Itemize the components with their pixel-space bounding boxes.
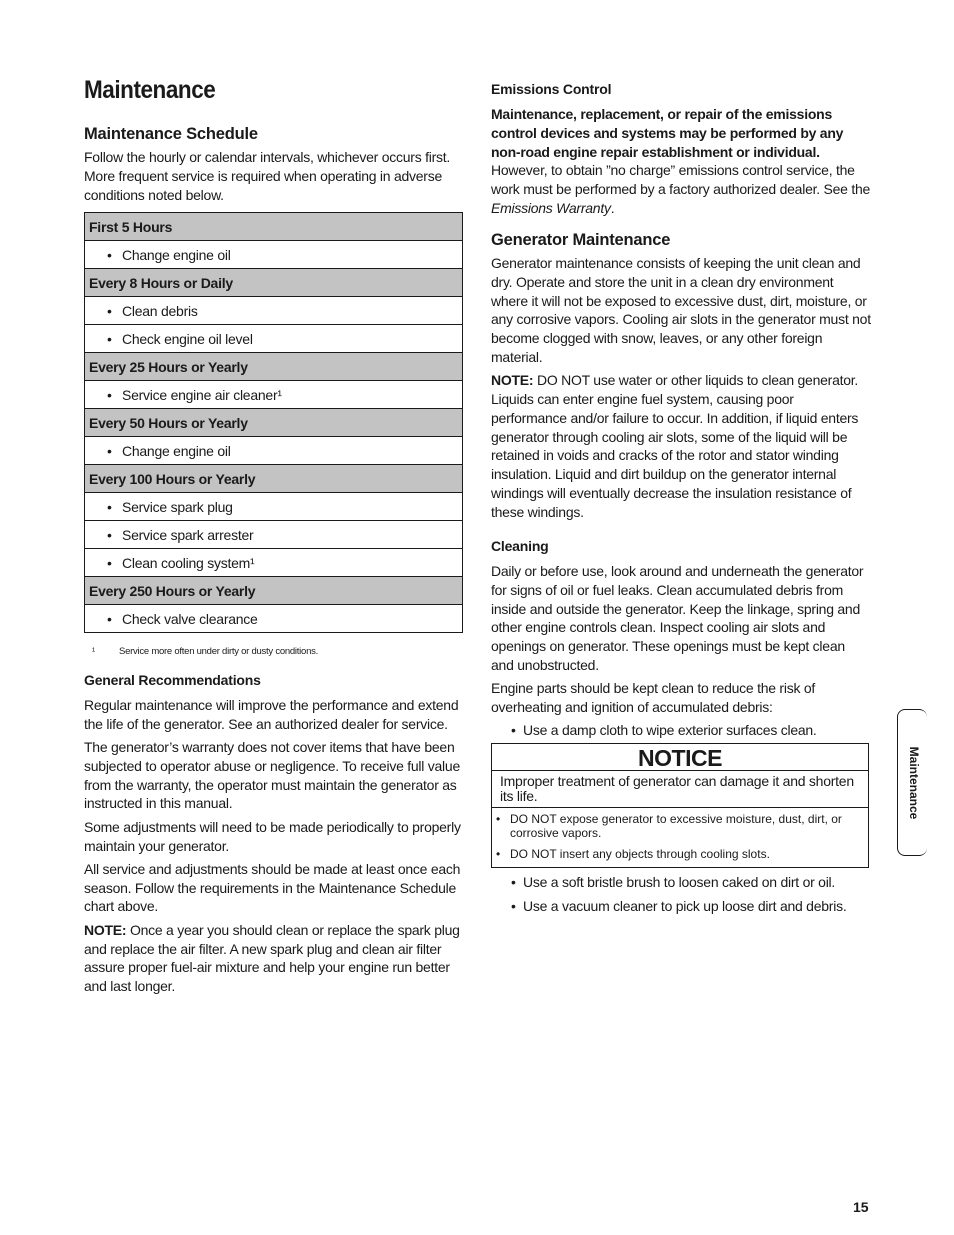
cleaning-more-bullets xyxy=(491,873,871,916)
cleaning-section xyxy=(491,538,871,740)
general-p1: Regular maintenance will improve the performance and extend the life of the generator. See an authorized dealer for service. xyxy=(84,697,459,732)
general-p2: The generator’s warranty does not cover items that have been subjected to operator abuse or negligence. To receive full value from the warranty, the operator must maintain the generator as instructed in this manual. xyxy=(84,739,460,812)
generator-p1: Generator maintenance consists of keeping the unit clean and dry. Operate and store the unit in a clean dry environment where it will not be exposed to excessive dust, dirt, moisture, or any corrosive vapors. Cooling air slots in the generator must not become clogged with snow, leaves, or any other foreign material. xyxy=(491,255,871,365)
task-cell xyxy=(85,605,463,633)
task-cell xyxy=(85,437,463,465)
general-note xyxy=(84,921,463,996)
interval-cell xyxy=(85,213,463,241)
bullet-icon: • xyxy=(107,498,112,515)
task-cell xyxy=(85,297,463,325)
task-label: Service engine air cleaner¹ xyxy=(122,386,282,403)
interval-cell xyxy=(85,269,463,297)
task-label: Check valve clearance xyxy=(122,610,258,627)
task-label: Clean debris xyxy=(122,302,198,319)
bullet-icon: • xyxy=(107,246,112,263)
schedule-interval-row xyxy=(85,465,463,493)
schedule-heading: Maintenance Schedule xyxy=(84,125,258,143)
schedule-section xyxy=(84,125,463,209)
emissions-section xyxy=(491,81,871,222)
emissions-body: However, to obtain ”no charge” emissions control service, the work must be performed by a factory authorized dealer. See the xyxy=(491,162,871,198)
page-number: 15 xyxy=(853,1199,869,1215)
footnote-text: Service more often under dirty or dusty conditions. xyxy=(119,646,318,657)
schedule-intro: Follow the hourly or calendar intervals, whichever occurs first. More frequent service is required when operating in adverse conditions noted below. xyxy=(84,149,451,203)
schedule-interval-row xyxy=(85,409,463,437)
generator-section xyxy=(491,231,871,526)
notice-box xyxy=(491,743,869,868)
task-label: Check engine oil level xyxy=(122,330,253,347)
schedule-task-row xyxy=(85,241,463,269)
bullet-icon: • xyxy=(496,812,501,826)
notice-item-1-text: DO NOT expose generator to excessive moisture, dust, dirt, or corrosive vapors. xyxy=(510,812,842,840)
emissions-heading: Emissions Control xyxy=(491,81,612,97)
interval-label: Every 25 Hours or Yearly xyxy=(89,358,248,375)
interval-cell xyxy=(85,465,463,493)
bullet-icon: • xyxy=(107,330,112,347)
interval-label: Every 250 Hours or Yearly xyxy=(89,582,256,599)
general-recommendations xyxy=(84,672,463,1000)
schedule-task-row xyxy=(85,549,463,577)
cleaning-bullet-1 xyxy=(491,721,871,740)
interval-label: Every 100 Hours or Yearly xyxy=(89,470,256,487)
task-cell xyxy=(85,493,463,521)
task-label: Change engine oil xyxy=(122,442,231,459)
maintenance-schedule-table xyxy=(84,212,463,633)
interval-label: Every 8 Hours or Daily xyxy=(89,274,233,291)
cleaning-heading: Cleaning xyxy=(491,538,549,554)
interval-cell xyxy=(85,577,463,605)
bullet-icon: • xyxy=(107,442,112,459)
schedule-task-row xyxy=(85,493,463,521)
task-cell xyxy=(85,241,463,269)
schedule-task-row xyxy=(85,381,463,409)
cleaning-bullet-3 xyxy=(491,897,871,916)
cleaning-bullet-1-text: Use a damp cloth to wipe exterior surfaces clean. xyxy=(523,722,817,739)
bullet-icon: • xyxy=(511,874,516,890)
schedule-footnote xyxy=(92,643,318,662)
emissions-bold: Maintenance, replacement, or repair of the emissions control devices and systems may be performed by any non-road engine repair establishment or individual. xyxy=(491,106,844,160)
footnote-mark: ¹ xyxy=(92,646,95,657)
generator-heading: Generator Maintenance xyxy=(491,231,671,249)
task-cell xyxy=(85,549,463,577)
bullet-icon: • xyxy=(107,386,112,403)
note-label: NOTE: xyxy=(84,921,127,938)
interval-label: First 5 Hours xyxy=(89,218,173,235)
general-p3: Some adjustments will need to be made periodically to properly maintain your generator. xyxy=(84,818,461,854)
schedule-task-row xyxy=(85,297,463,325)
bullet-icon: • xyxy=(107,610,112,627)
notice-item xyxy=(496,812,864,840)
task-label: Clean cooling system¹ xyxy=(122,554,255,571)
notice-item-2-text: DO NOT insert any objects through cooling slots. xyxy=(510,847,770,861)
bullet-icon: • xyxy=(107,302,112,319)
bullet-icon: • xyxy=(107,554,112,571)
cleaning-p2: Engine parts should be kept clean to reduce the risk of overheating and ignition of accumulated debris: xyxy=(491,680,816,716)
cleaning-bullet-2 xyxy=(491,873,871,892)
interval-cell xyxy=(85,409,463,437)
cleaning-p1: Daily or before use, look around and underneath the generator for signs of oil or fuel leaks. Clean accumulated debris from inside and outside the generator. Keep the linkage, spring and other engine controls clean. Inspect cooling air slots and openings on generator. These openings must be kept clean and unobstructed. xyxy=(491,563,864,673)
note-text: Once a year you should clean or replace the spark plug and replace the air filter. A new spark plug and clean air filter assure proper fuel-air mixture and help your engine run better and last longer. xyxy=(84,921,460,995)
task-cell xyxy=(85,521,463,549)
bullet-icon: • xyxy=(511,897,516,914)
emissions-text xyxy=(491,105,871,218)
interval-label: Every 50 Hours or Yearly xyxy=(89,414,248,431)
schedule-interval-row xyxy=(85,577,463,605)
schedule-table-wrap xyxy=(84,212,463,633)
schedule-interval-row xyxy=(85,353,463,381)
cleaning-bullet-2-text: Use a soft bristle brush to loosen caked on dirt or oil. xyxy=(523,874,836,890)
interval-cell xyxy=(85,353,463,381)
notice-list xyxy=(492,808,868,867)
task-label: Service spark arrester xyxy=(122,526,254,543)
task-cell xyxy=(85,381,463,409)
notice-item xyxy=(496,847,864,861)
emissions-warranty-ref: Emissions Warranty xyxy=(491,199,611,216)
task-label: Service spark plug xyxy=(122,498,233,515)
page-title: Maintenance xyxy=(84,76,216,104)
task-label: Change engine oil xyxy=(122,246,231,263)
general-p4: All service and adjustments should be made at least once each season. Follow the requirements in the Maintenance Schedule chart above. xyxy=(84,860,461,915)
section-side-tab[interactable] xyxy=(897,709,927,856)
bullet-icon: • xyxy=(496,847,501,861)
emissions-end: . xyxy=(610,199,615,216)
general-heading: General Recommendations xyxy=(84,672,261,688)
notice-body: Improper treatment of generator can damage it and shorten its life. xyxy=(492,771,868,808)
schedule-task-row xyxy=(85,521,463,549)
bullet-icon: • xyxy=(107,526,112,543)
cleaning-bullet-3-text: Use a vacuum cleaner to pick up loose dirt and debris. xyxy=(523,897,847,914)
schedule-task-row xyxy=(85,605,463,633)
schedule-interval-row xyxy=(85,269,463,297)
generator-note-label: NOTE: xyxy=(491,372,534,389)
notice-title: NOTICE xyxy=(492,744,868,771)
side-tab-label: Maintenance xyxy=(907,746,921,820)
schedule-task-row xyxy=(85,325,463,353)
bullet-icon: • xyxy=(511,722,516,739)
task-cell xyxy=(85,325,463,353)
generator-note xyxy=(491,371,871,521)
schedule-task-row xyxy=(85,437,463,465)
schedule-interval-row xyxy=(85,213,463,241)
generator-note-text: DO NOT use water or other liquids to clean generator. Liquids can enter engine fuel system, causing poor performance and/or failure to occur. In addition, if liquid enters generator through cooling air slots, some of the liquid will be retained in voids and cracks of the rotor and stator winding insulation. Liquid and dirt buildup on the generator internal windings will eventually decrease the insulation resistance of these windings. xyxy=(491,372,859,520)
